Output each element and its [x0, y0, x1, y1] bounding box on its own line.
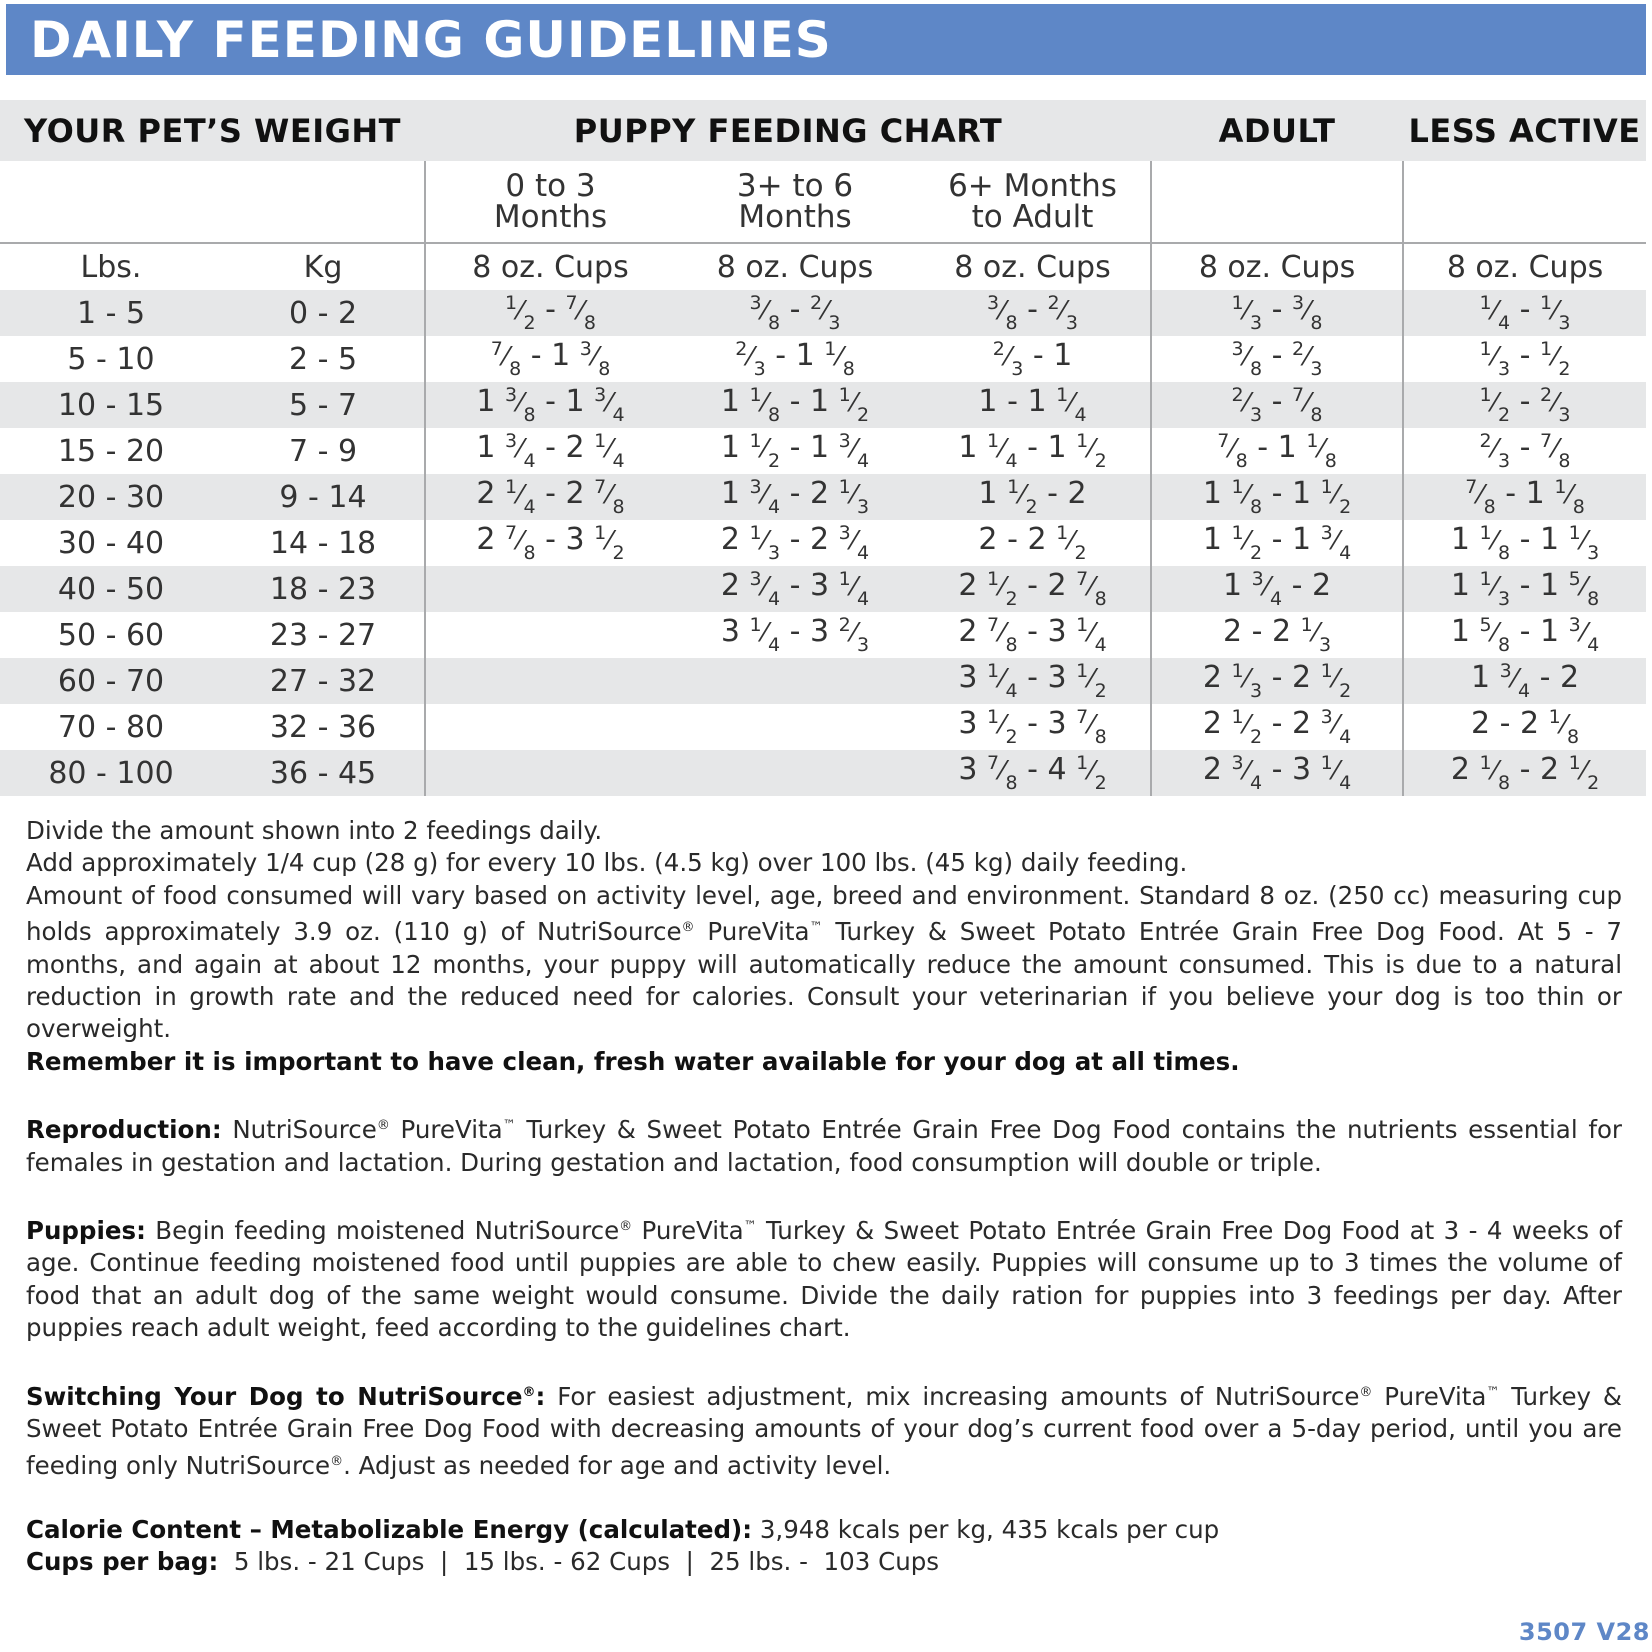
cell-kg: 5 - 7	[222, 382, 425, 428]
cell-p1: 1 $^3⁄_4 - 2$ $^1⁄_4$	[425, 428, 675, 474]
cell-p2: 1 $^1⁄_8 - 1$ $^1⁄_2$	[675, 382, 915, 428]
table-row	[0, 428, 1646, 474]
table-row	[0, 336, 1646, 382]
cell-p2: $^2⁄_3 - 1$ $^1⁄_8$	[735, 338, 855, 380]
cell-p3: 1 $^1⁄_2 - 2$	[915, 474, 1151, 520]
title-banner	[6, 4, 1646, 75]
weight-header: YOUR PET’S WEIGHT	[0, 100, 425, 161]
cell-kg: 23 - 27	[269, 617, 377, 653]
cups-unit: 8 oz. Cups	[1403, 243, 1646, 290]
note-add: Add approximately 1/4 cup (28 g) for every 10 lbs. (4.5 kg) over 100 lbs. (45 kg) daily feeding.	[26, 848, 1188, 878]
cell-p3: $^3⁄_8$ - $^2⁄_3$	[915, 290, 1151, 336]
cell-p1: 2 $^7⁄_8 - 3$ $^1⁄_2$	[425, 520, 675, 566]
cell-kg: 7 - 9	[288, 433, 358, 469]
table-row	[0, 750, 1646, 796]
age-0-3-header: 0 to 3 Months	[425, 161, 675, 243]
cell-adult: 1 $^3⁄_4 - 2$	[1151, 566, 1403, 612]
table-row	[0, 474, 1646, 520]
note-divide: Divide the amount shown into 2 feedings daily.	[26, 816, 603, 845]
cell-lbs: 70 - 80	[57, 709, 165, 745]
cell-less: 1 $^5⁄_8 - 1$ $^3⁄_4$	[1403, 612, 1646, 658]
cell-kg: 0 - 2	[222, 290, 425, 336]
table-row	[0, 612, 1646, 658]
cups-unit: 8 oz. Cups	[716, 249, 874, 285]
cell-lbs: 60 - 70	[0, 658, 222, 704]
cell-adult: 2 - 2 $^1⁄_3$	[1151, 612, 1403, 658]
table-row	[0, 382, 1646, 428]
note-calorie: Calorie Content – Metabolizable Energy (calculated): 3,948 kcals per kg, 435 kcals per cup	[26, 1514, 1220, 1544]
cell-p1	[425, 566, 675, 612]
cell-p1: $^1⁄_2$ - $^7⁄_8$	[425, 290, 675, 336]
cell-kg: 14 - 18	[269, 525, 377, 561]
note-amount: Amount of food consumed will vary based on activity level, age, breed and environment. Standard 8 oz. (250 cc) measuring cup holds approximately 3.9 oz. (110 g) of NutriSource® PureVita™ Turkey & Sweet Potato Entrée Grain Free Dog Food. At 5 - 7 months, and again at about 12 months, your puppy will automatically reduce the amount consumed. This is due to a natural reduction in growth rate and the reduced need for calories. Consult your veterinarian if you believe your dog is too thin or overweight.	[26, 880, 1622, 1044]
cell-lbs: 40 - 50	[0, 566, 222, 612]
cell-kg: 2 - 5	[288, 341, 358, 377]
table-row	[0, 290, 1646, 336]
cell-p3: 2 $^1⁄_2 - 2$ $^7⁄_8$	[915, 566, 1151, 612]
puppy-header: PUPPY FEEDING CHART	[425, 100, 1151, 161]
note-water: Remember it is important to have clean, fresh water available for your dog at all times.	[26, 1046, 1240, 1076]
cell-less: $^1⁄_4$ - $^1⁄_3$	[1403, 290, 1646, 336]
table-row	[0, 704, 1646, 750]
cell-p1	[425, 750, 675, 796]
cups-unit: 8 oz. Cups	[1151, 243, 1403, 290]
feeding-table	[0, 100, 1646, 796]
cell-adult: $^7⁄_8 - 1$ $^1⁄_8$	[1151, 428, 1403, 474]
cell-p2: 2 $^3⁄_4 - 3$ $^1⁄_4$	[675, 566, 915, 612]
cell-lbs: 80 - 100	[0, 750, 222, 796]
table-header-row	[0, 100, 1646, 161]
note-cups-per-bag: Cups per bag: 5 lbs. - 21 Cups | 15 lbs. - 62 Cups | 25 lbs. - 103 Cups	[26, 1547, 940, 1577]
cell-p2: 1 $^1⁄_2 - 1$ $^3⁄_4$	[720, 430, 870, 472]
cell-p1: 2 $^1⁄_4 - 2$ $^7⁄_8$	[425, 474, 675, 520]
feeding-notes	[26, 815, 1622, 1579]
cell-p3: 1 $^1⁄_4 - 1$ $^1⁄_2$	[958, 430, 1107, 472]
age-3-6-header: 3+ to 6 Months	[675, 161, 915, 243]
cell-p1: $^7⁄_8 - 1$ $^3⁄_8$	[425, 336, 675, 382]
cell-lbs: 20 - 30	[0, 474, 222, 520]
less-active-header: LESS ACTIVE	[1403, 100, 1646, 161]
cell-kg: 36 - 45	[222, 750, 425, 796]
cell-less: $^2⁄_3$ - $^7⁄_8$	[1403, 428, 1646, 474]
cell-lbs: 50 - 60	[57, 617, 165, 653]
cell-adult: 1 $^1⁄_2 - 1$ $^3⁄_4$	[1151, 520, 1403, 566]
cell-less: 2 - 2 $^1⁄_8$	[1403, 704, 1646, 750]
age-6-adult-header: 6+ Months to Adult	[915, 161, 1151, 243]
cell-adult: 2 $^1⁄_3 - 2$ $^1⁄_2$	[1151, 658, 1403, 704]
cell-less: $^7⁄_8 - 1$ $^1⁄_8$	[1403, 474, 1646, 520]
cell-kg: 27 - 32	[222, 658, 425, 704]
table-row	[0, 520, 1646, 566]
cell-p2: 3 $^1⁄_4 - 3$ $^2⁄_3$	[720, 614, 870, 656]
cell-p2	[675, 704, 915, 750]
cell-less: 2 $^1⁄_8 - 2$ $^1⁄_2$	[1403, 750, 1646, 796]
cell-p2	[675, 750, 915, 796]
cell-adult: $^1⁄_3$ - $^3⁄_8$	[1151, 290, 1403, 336]
note-switching: Switching Your Dog to NutriSource®: For easiest adjustment, mix increasing amounts of NutriSource® PureVita™ Turkey & Sweet Potato Entrée Grain Free Dog Food with decreasing amounts of your dog’s current food over a 5-day period, until you are feeding only NutriSource®. Adjust as needed for age and activity level.	[26, 1381, 1622, 1480]
cell-adult: $^3⁄_8$ - $^2⁄_3$	[1151, 336, 1403, 382]
cell-lbs: 30 - 40	[57, 525, 165, 561]
cell-less: 1 $^1⁄_3 - 1$ $^5⁄_8$	[1403, 566, 1646, 612]
cell-lbs: 10 - 15	[0, 382, 222, 428]
cell-p3: 3 $^7⁄_8 - 4$ $^1⁄_2$	[915, 750, 1151, 796]
note-reproduction: Reproduction: NutriSource® PureVita™ Turkey & Sweet Potato Entrée Grain Free Dog Food contains the nutrients essential for females in gestation and lactation. During gestation and lactation, food consumption will double or triple.	[26, 1115, 1623, 1177]
cell-lbs: 5 - 10	[67, 341, 155, 377]
cups-unit: 8 oz. Cups	[954, 249, 1111, 285]
kg-unit: Kg	[303, 249, 343, 285]
cell-p1	[425, 612, 675, 658]
cell-p2: 1 $^3⁄_4 - 2$ $^1⁄_3$	[675, 474, 915, 520]
cell-adult: $^2⁄_3$ - $^7⁄_8$	[1151, 382, 1403, 428]
cell-kg: 18 - 23	[222, 566, 425, 612]
units-row	[0, 243, 1646, 290]
age-subheader-row	[0, 161, 1646, 243]
cell-less: $^1⁄_3$ - $^1⁄_2$	[1403, 336, 1646, 382]
cell-p1	[425, 704, 675, 750]
cell-p3: 3 $^1⁄_2 - 3$ $^7⁄_8$	[958, 706, 1107, 748]
cell-p3: 1 - 1 $^1⁄_4$	[915, 382, 1151, 428]
cell-adult: 2 $^1⁄_2 - 2$ $^3⁄_4$	[1151, 704, 1403, 750]
table-row	[0, 658, 1646, 704]
cups-unit: 8 oz. Cups	[425, 243, 675, 290]
cell-adult: 2 $^3⁄_4 - 3$ $^1⁄_4$	[1151, 750, 1403, 796]
note-puppies: Puppies: Begin feeding moistened NutriSource® PureVita™ Turkey & Sweet Potato Entrée Grain Free Dog Food at 3 - 4 weeks of age. Continue feeding moistened food until puppies are able to chew easily. Puppies will consume up to 3 times the volume of food that an adult dog of the same weight would consume. Divide the daily ration for puppies into 3 feedings per day. After puppies reach adult weight, feed according to the guidelines chart.	[26, 1216, 1622, 1343]
table-row	[0, 566, 1646, 612]
cell-p1: 1 $^3⁄_8 - 1$ $^3⁄_4$	[425, 382, 675, 428]
cell-p3: 2 - 2 $^1⁄_2$	[978, 522, 1087, 564]
cell-p2: 2 $^1⁄_3 - 2$ $^3⁄_4$	[720, 522, 870, 564]
cell-p2	[675, 658, 915, 704]
cell-p2: $^3⁄_8$ - $^2⁄_3$	[675, 290, 915, 336]
cell-p3: 3 $^1⁄_4 - 3$ $^1⁄_2$	[915, 658, 1151, 704]
cell-less: 1 $^3⁄_4 - 2$	[1403, 658, 1646, 704]
lbs-unit: Lbs.	[80, 249, 142, 285]
cell-lbs: 15 - 20	[57, 433, 165, 469]
adult-header: ADULT	[1151, 100, 1403, 161]
cell-p3: $^2⁄_3 - 1$	[992, 338, 1073, 380]
cell-kg: 9 - 14	[222, 474, 425, 520]
cell-p3: 2 $^7⁄_8 - 3$ $^1⁄_4$	[958, 614, 1107, 656]
cell-kg: 32 - 36	[269, 709, 377, 745]
page-title: DAILY FEEDING GUIDELINES	[30, 11, 832, 69]
product-code: 3507 V28	[1518, 1618, 1650, 1646]
cell-less: $^1⁄_2$ - $^2⁄_3$	[1403, 382, 1646, 428]
cell-less: 1 $^1⁄_8 - 1$ $^1⁄_3$	[1403, 520, 1646, 566]
cell-lbs: 1 - 5	[0, 290, 222, 336]
cell-adult: 1 $^1⁄_8 - 1$ $^1⁄_2$	[1151, 474, 1403, 520]
cell-p1	[425, 658, 675, 704]
